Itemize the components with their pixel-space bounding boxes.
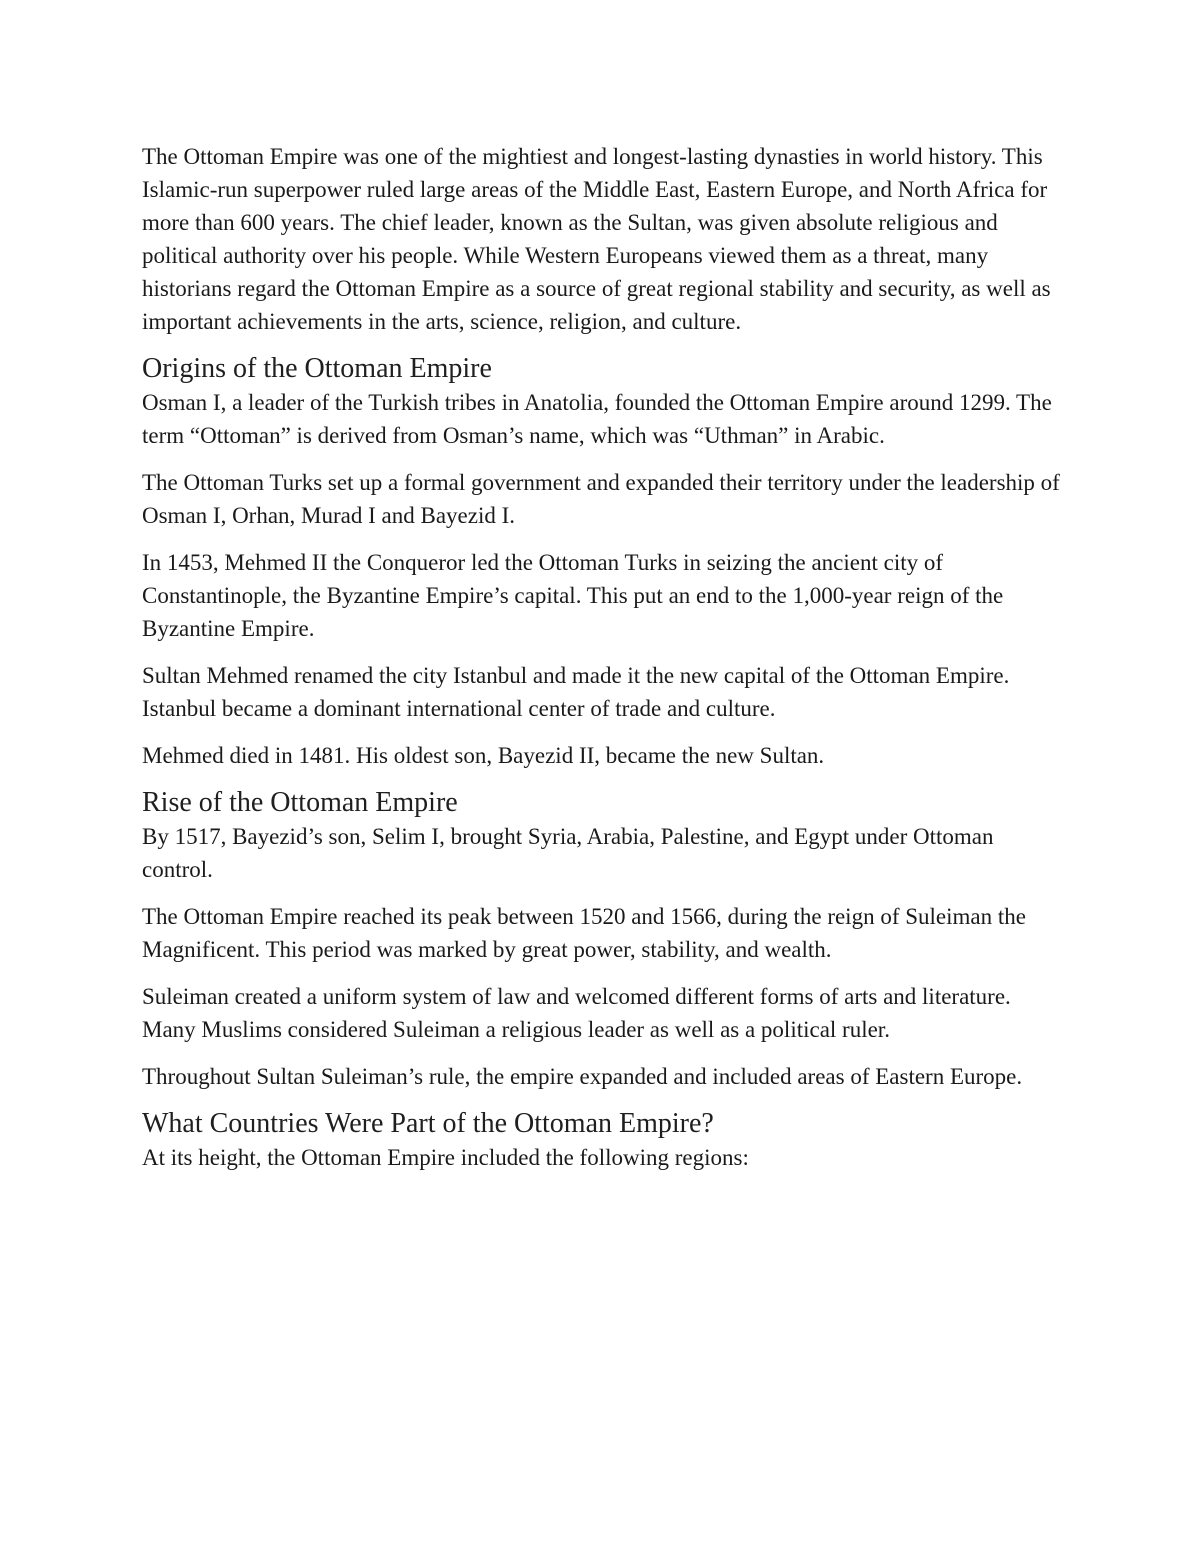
section-heading: Rise of the Ottoman Empire bbox=[142, 787, 458, 818]
paragraph: The Ottoman Empire reached its peak between 1520 and 1566, during the reign of Suleiman the Magnificent. This period was marked by great power, stability, and wealth. bbox=[142, 904, 1026, 962]
intro-paragraph: The Ottoman Empire was one of the mightiest and longest-lasting dynasties in world history. This Islamic-run superpower ruled large areas of the Middle East, Eastern Europe, and North Africa for more than 600 years. The chief leader, known as the Sultan, was given absolute religious and political authority over his people. While Western Europeans viewed them as a threat, many historians regard the Ottoman Empire as a source of great regional stability and security, as well as important achievements in the arts, science, religion, and culture. bbox=[142, 144, 1051, 334]
paragraph: Suleiman created a uniform system of law and welcomed different forms of arts and literature. Many Muslims considered Suleiman a religious leader as well as a political ruler. bbox=[142, 984, 1011, 1042]
document-page bbox=[142, 140, 1062, 1188]
paragraph: Throughout Sultan Suleiman’s rule, the empire expanded and included areas of Eastern Europe. bbox=[142, 1064, 1023, 1089]
paragraph: The Ottoman Turks set up a formal government and expanded their territory under the leadership of Osman I, Orhan, Murad I and Bayezid I. bbox=[142, 470, 1060, 528]
paragraph: Osman I, a leader of the Turkish tribes in Anatolia, founded the Ottoman Empire around 1299. The term “Ottoman” is derived from Osman’s name, which was “Uthman” in Arabic. bbox=[142, 390, 1052, 448]
paragraph: Mehmed died in 1481. His oldest son, Bayezid II, became the new Sultan. bbox=[142, 743, 825, 768]
paragraph: Sultan Mehmed renamed the city Istanbul and made it the new capital of the Ottoman Empire. Istanbul became a dominant international center of trade and culture. bbox=[142, 663, 1010, 721]
section-origins bbox=[142, 352, 1062, 772]
paragraph: In 1453, Mehmed II the Conqueror led the Ottoman Turks in seizing the ancient city of Constantinople, the Byzantine Empire’s capital. This put an end to the 1,000-year reign of the Byzantine Empire. bbox=[142, 550, 1004, 641]
section-heading: What Countries Were Part of the Ottoman Empire? bbox=[142, 1108, 714, 1139]
section-countries bbox=[142, 1107, 1062, 1174]
paragraph: At its height, the Ottoman Empire included the following regions: bbox=[142, 1145, 749, 1170]
paragraph: By 1517, Bayezid’s son, Selim I, brought Syria, Arabia, Palestine, and Egypt under Ottoman control. bbox=[142, 824, 994, 882]
section-rise bbox=[142, 786, 1062, 1093]
section-heading: Origins of the Ottoman Empire bbox=[142, 353, 492, 384]
